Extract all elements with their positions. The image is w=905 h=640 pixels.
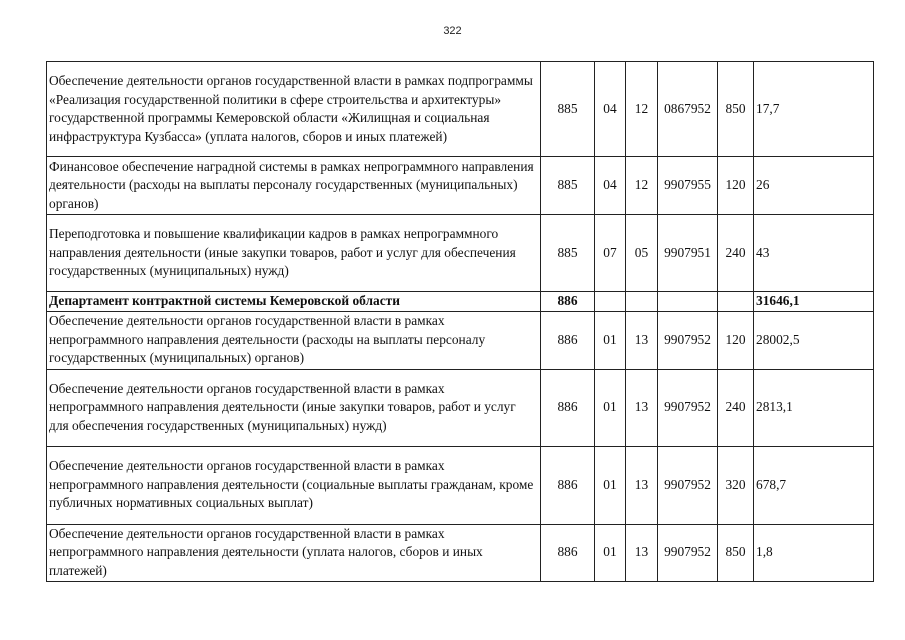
subsection-code: 13 (626, 369, 658, 446)
subsection-code: 12 (626, 157, 658, 215)
ministry-code: 886 (541, 292, 595, 312)
section-code: 01 (595, 369, 626, 446)
row-description: Переподготовка и повышение квалификации кадров в рамках непрограммного направления деятельности (иные закупки товаров, работ и услуг для обеспечения государственных (муниципальных) нужд) (47, 215, 541, 292)
department-row (47, 292, 874, 312)
section-code: 01 (595, 446, 626, 524)
table-row (47, 157, 874, 215)
section-code: 01 (595, 311, 626, 369)
expense-type-code: 240 (718, 369, 754, 446)
row-description: Обеспечение деятельности органов государственной власти в рамках непрограммного направления деятельности (расходы на выплаты персоналу государственных (муниципальных) органов) (47, 311, 541, 369)
subsection-code (626, 292, 658, 312)
target-article-code (658, 292, 718, 312)
row-description: Обеспечение деятельности органов государственной власти в рамках непрограммного направления деятельности (иные закупки товаров, работ и услуг для обеспечения государственных (муниципальных) нужд) (47, 369, 541, 446)
expense-type-code: 850 (718, 524, 754, 581)
target-article-code: 0867952 (658, 62, 718, 157)
page-number: 322 (443, 25, 462, 37)
expense-type-code: 120 (718, 157, 754, 215)
amount: 26 (754, 157, 874, 215)
subsection-code: 13 (626, 446, 658, 524)
amount: 1,8 (754, 524, 874, 581)
section-code: 01 (595, 524, 626, 581)
budget-table (46, 61, 874, 582)
amount: 31646,1 (754, 292, 874, 312)
table-row (47, 215, 874, 292)
section-code (595, 292, 626, 312)
table-row (47, 446, 874, 524)
expense-type-code (718, 292, 754, 312)
table-row (47, 311, 874, 369)
expense-type-code: 120 (718, 311, 754, 369)
table-row (47, 62, 874, 157)
target-article-code: 9907951 (658, 215, 718, 292)
ministry-code: 886 (541, 446, 595, 524)
row-description: Обеспечение деятельности органов государственной власти в рамках подпрограммы «Реализация государственной политики в сфере строительства и архитектуры» государственной программы Кемеровской области «Жилищная и социальная инфраструктура Кузбасса» (уплата налогов, сборов и иных платежей) (47, 62, 541, 157)
amount: 17,7 (754, 62, 874, 157)
target-article-code: 9907952 (658, 446, 718, 524)
ministry-code: 886 (541, 524, 595, 581)
subsection-code: 12 (626, 62, 658, 157)
target-article-code: 9907952 (658, 311, 718, 369)
subsection-code: 13 (626, 524, 658, 581)
department-name: Департамент контрактной системы Кемеровской области (47, 292, 541, 312)
ministry-code: 886 (541, 369, 595, 446)
amount: 43 (754, 215, 874, 292)
row-description: Финансовое обеспечение наградной системы в рамках непрограммного направления деятельности (расходы на выплаты персоналу государственных (муниципальных) органов) (47, 157, 541, 215)
row-description: Обеспечение деятельности органов государственной власти в рамках непрограммного направления деятельности (уплата налогов, сборов и иных платежей) (47, 524, 541, 581)
subsection-code: 13 (626, 311, 658, 369)
target-article-code: 9907955 (658, 157, 718, 215)
section-code: 04 (595, 62, 626, 157)
amount: 678,7 (754, 446, 874, 524)
table-row (47, 524, 874, 581)
row-description: Обеспечение деятельности органов государственной власти в рамках непрограммного направления деятельности (социальные выплаты гражданам, кроме публичных нормативных социальных выплат) (47, 446, 541, 524)
ministry-code: 886 (541, 311, 595, 369)
target-article-code: 9907952 (658, 369, 718, 446)
amount: 28002,5 (754, 311, 874, 369)
expense-type-code: 850 (718, 62, 754, 157)
table-row (47, 369, 874, 446)
section-code: 04 (595, 157, 626, 215)
subsection-code: 05 (626, 215, 658, 292)
expense-type-code: 240 (718, 215, 754, 292)
target-article-code: 9907952 (658, 524, 718, 581)
expense-type-code: 320 (718, 446, 754, 524)
ministry-code: 885 (541, 62, 595, 157)
ministry-code: 885 (541, 157, 595, 215)
section-code: 07 (595, 215, 626, 292)
ministry-code: 885 (541, 215, 595, 292)
amount: 2813,1 (754, 369, 874, 446)
